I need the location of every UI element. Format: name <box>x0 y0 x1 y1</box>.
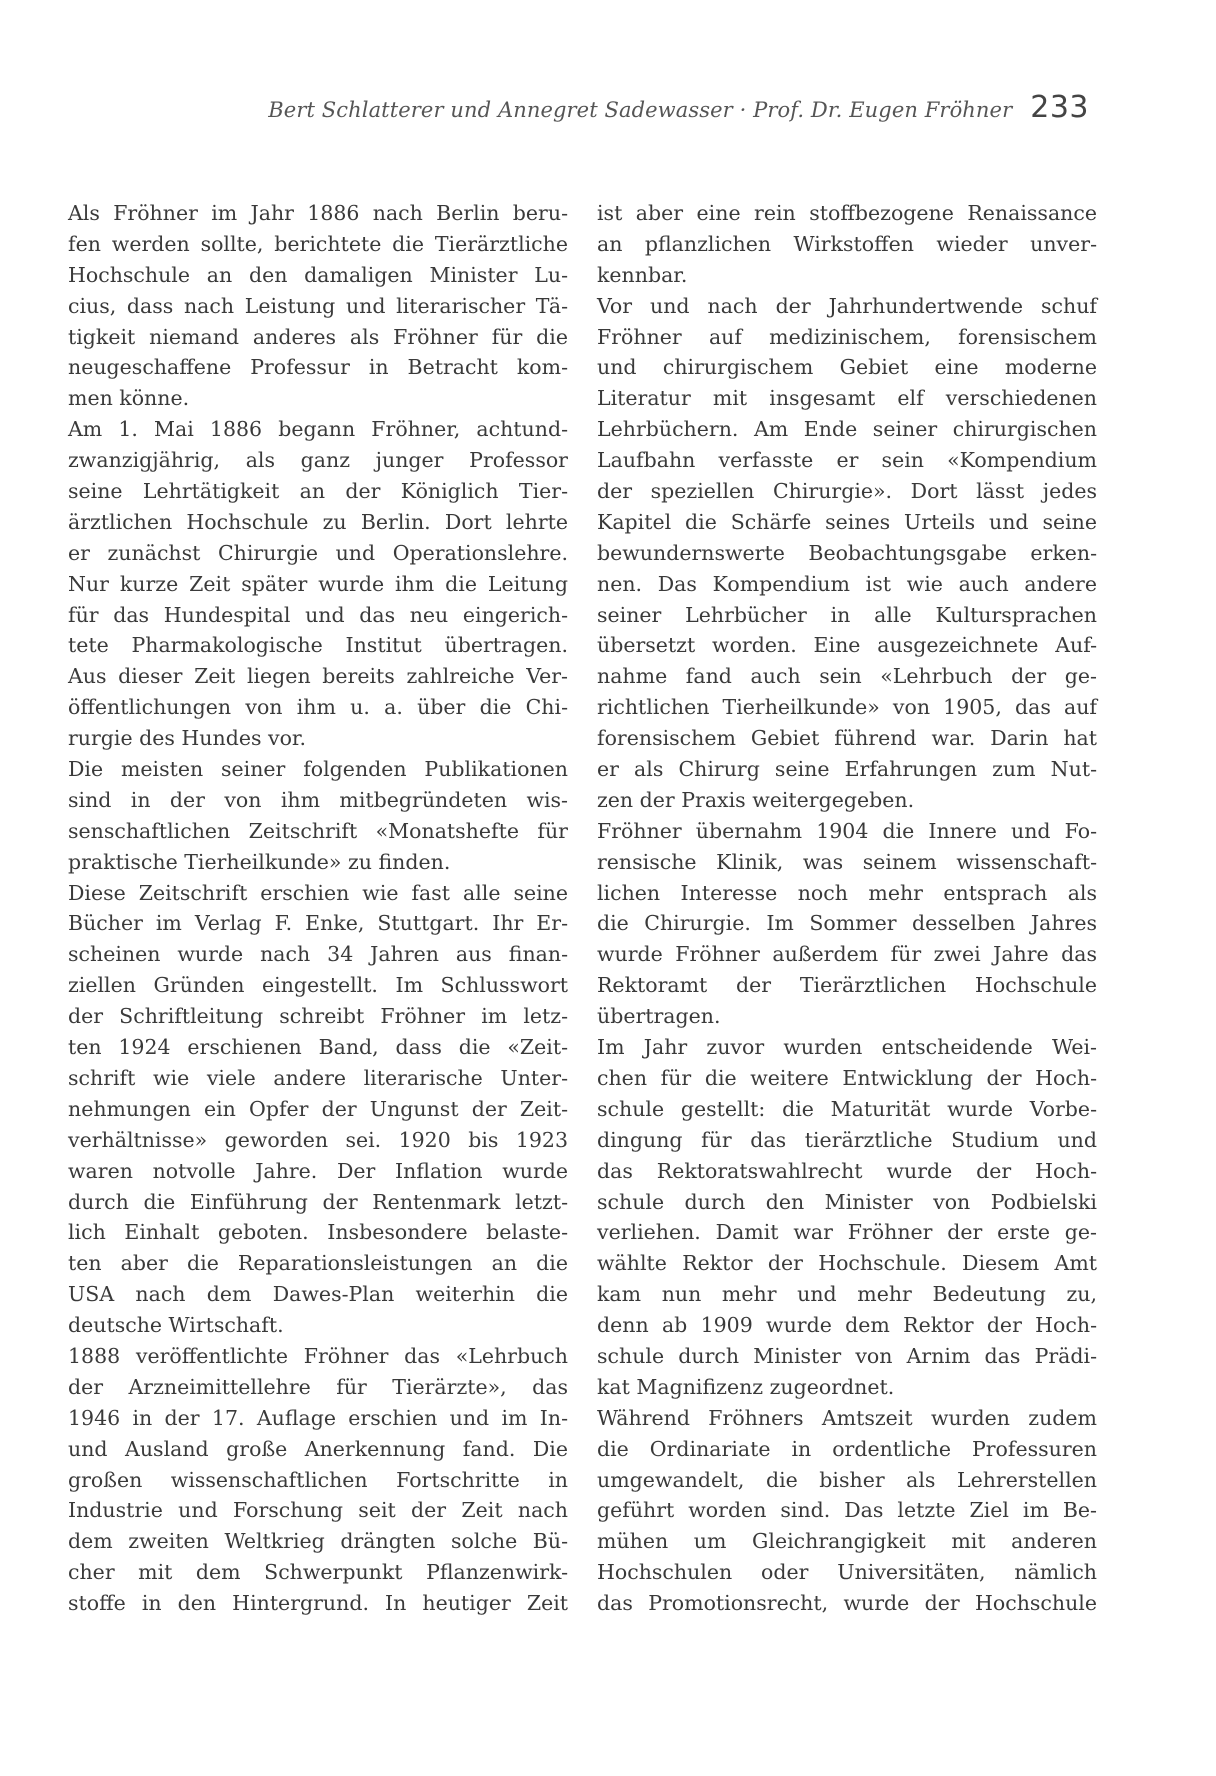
text-line: das Rektoratswahlrecht wurde der Hoch- <box>597 1158 1097 1183</box>
text-line: fen werden sollte, berichtete die Tierärztliche <box>68 231 568 256</box>
text-line: Während Fröhners Amtszeit wurden zudem <box>597 1405 1097 1430</box>
text-line: Am 1. Mai 1886 begann Fröhner, achtund- <box>68 417 568 442</box>
text-line: Aus dieser Zeit liegen bereits zahlreiche Ver- <box>68 664 568 689</box>
text-line: tete Pharmakologische Institut übertragen. <box>68 633 568 658</box>
text-line: ten aber die Reparationsleistungen an die <box>68 1251 568 1276</box>
text-line: wählte Rektor der Hochschule. Diesem Amt <box>597 1251 1097 1276</box>
page-header <box>268 90 1089 125</box>
text-line: an pflanzlichen Wirkstoffen wieder unver- <box>597 231 1097 256</box>
text-line: Hochschule an den damaligen Minister Lu- <box>68 262 568 287</box>
text-line: großen wissenschaftlichen Fortschritte in <box>68 1467 568 1492</box>
text-line: cher mit dem Schwerpunkt Pflanzenwirk- <box>68 1560 568 1585</box>
text-line: tigkeit niemand anderes als Fröhner für die <box>68 324 568 349</box>
text-line: öffentlichungen von ihm u. a. über die Chi- <box>68 695 568 720</box>
left-text-column <box>68 198 568 1619</box>
text-line: mühen um Gleichrangigkeit mit anderen <box>597 1529 1097 1554</box>
text-line: Kapitel die Schärfe seines Urteils und seine <box>597 509 1097 534</box>
text-line: Nur kurze Zeit später wurde ihm die Leitung <box>68 571 568 596</box>
text-line: deutsche Wirtschaft. <box>68 1313 284 1338</box>
text-line: verliehen. Damit war Fröhner der erste ge- <box>597 1220 1097 1245</box>
text-line: Fröhner übernahm 1904 die Innere und Fo- <box>597 818 1097 843</box>
text-line: USA nach dem Dawes-Plan weiterhin die <box>68 1282 568 1307</box>
text-line: Rektoramt der Tierärztlichen Hochschule <box>597 973 1097 998</box>
text-line: Laufbahn verfasste er sein «Kompendium <box>597 448 1097 473</box>
text-line: das Promotionsrecht, wurde der Hochschule <box>597 1591 1097 1616</box>
text-line: Hochschulen oder Universitäten, nämlich <box>597 1560 1097 1585</box>
text-line: Die meisten seiner folgenden Publikationen <box>68 757 568 782</box>
text-line: kat Magnifizenz zugeordnet. <box>597 1374 895 1399</box>
text-line: dem zweiten Weltkrieg drängten solche Bü- <box>68 1529 568 1554</box>
text-line: 1946 in der 17. Auflage erschien und im In- <box>68 1405 568 1430</box>
text-line: men könne. <box>68 386 190 411</box>
text-line: rurgie des Hundes vor. <box>68 726 306 751</box>
text-line: ärztlichen Hochschule zu Berlin. Dort lehrte <box>68 509 568 534</box>
text-line: der Arzneimittellehre für Tierärzte», das <box>68 1374 568 1399</box>
text-line: seine Lehrtätigkeit an der Königlich Tier- <box>68 479 568 504</box>
text-line: schule durch Minister von Arnim das Prädi- <box>597 1343 1097 1368</box>
text-line: und Ausland große Anerkennung fand. Die <box>68 1436 568 1461</box>
text-line: Bücher im Verlag F. Enke, Stuttgart. Ihr Er- <box>68 911 568 936</box>
text-line: der Schriftleitung schreibt Fröhner im letz- <box>68 1004 568 1029</box>
text-line: waren notvolle Jahre. Der Inflation wurde <box>68 1158 568 1183</box>
text-line: übertragen. <box>597 1004 721 1029</box>
text-line: übersetzt worden. Eine ausgezeichnete Auf- <box>597 633 1097 658</box>
text-line: für das Hundespital und das neu eingerich- <box>68 602 568 627</box>
text-line: durch die Einführung der Rentenmark letzt- <box>68 1189 568 1214</box>
text-line: dingung für das tierärztliche Studium und <box>597 1127 1097 1152</box>
text-line: 1888 veröffentlichte Fröhner das «Lehrbuch <box>68 1343 568 1368</box>
text-line: lich Einhalt geboten. Insbesondere belaste- <box>68 1220 568 1245</box>
text-line: sind in der von ihm mitbegründeten wis- <box>68 787 568 812</box>
text-line: zwanzigjährig, als ganz junger Professor <box>68 448 568 473</box>
text-line: rensische Klinik, was seinem wissenschaft- <box>597 849 1097 874</box>
text-line: Im Jahr zuvor wurden entscheidende Wei- <box>597 1035 1097 1060</box>
text-line: er als Chirurg seine Erfahrungen zum Nut- <box>597 757 1097 782</box>
text-line: schule gestellt: die Maturität wurde Vorbe- <box>597 1096 1097 1121</box>
page-number: 233 <box>1030 90 1089 125</box>
text-line: die Chirurgie. Im Sommer desselben Jahres <box>597 911 1097 936</box>
text-line: praktische Tierheilkunde» zu finden. <box>68 849 451 874</box>
text-line: Lehrbüchern. Am Ende seiner chirurgischen <box>597 417 1097 442</box>
text-line: ten 1924 erschienen Band, dass die «Zeit- <box>68 1035 568 1060</box>
text-line: verhältnisse» geworden sei. 1920 bis 1923 <box>68 1127 568 1152</box>
text-line: der speziellen Chirurgie». Dort lässt jedes <box>597 479 1097 504</box>
text-line: neugeschaffene Professur in Betracht kom- <box>68 355 568 380</box>
text-line: ist aber eine rein stoffbezogene Renaissance <box>597 201 1097 225</box>
text-line: forensischem Gebiet führend war. Darin hat <box>597 726 1097 751</box>
text-line: richtlichen Tierheilkunde» von 1905, das auf <box>597 695 1097 720</box>
text-line: denn ab 1909 wurde dem Rektor der Hoch- <box>597 1313 1097 1338</box>
text-line: umgewandelt, die bisher als Lehrerstellen <box>597 1467 1097 1492</box>
text-line: stoffe in den Hintergrund. In heutiger Zeit <box>68 1591 568 1616</box>
text-line: Als Fröhner im Jahr 1886 nach Berlin beru- <box>68 201 568 225</box>
text-line: bewundernswerte Beobachtungsgabe erken- <box>597 540 1097 565</box>
text-line: geführt worden sind. Das letzte Ziel im Be- <box>597 1498 1097 1523</box>
text-line: Literatur mit insgesamt elf verschiedenen <box>597 386 1097 411</box>
text-line: nahme fand auch sein «Lehrbuch der ge- <box>597 664 1097 689</box>
text-line: wurde Fröhner außerdem für zwei Jahre das <box>597 942 1097 967</box>
text-line: chen für die weitere Entwicklung der Hoch- <box>597 1065 1097 1090</box>
text-line: ziellen Gründen eingestellt. Im Schlusswort <box>68 973 568 998</box>
text-line: die Ordinariate in ordentliche Professuren <box>597 1436 1097 1461</box>
text-line: Industrie und Forschung seit der Zeit nach <box>68 1498 568 1523</box>
text-line: Diese Zeitschrift erschien wie fast alle seine <box>68 880 568 905</box>
text-line: zen der Praxis weitergegeben. <box>597 787 915 812</box>
text-line: er zunächst Chirurgie und Operationslehre. <box>68 540 568 565</box>
text-line: lichen Interesse noch mehr entsprach als <box>597 880 1097 905</box>
text-line: schule durch den Minister von Podbielski <box>597 1189 1097 1214</box>
text-line: cius, dass nach Leistung und literarischer Tä- <box>68 293 568 318</box>
text-line: senschaftlichen Zeitschrift «Monatshefte für <box>68 818 568 843</box>
text-line: Vor und nach der Jahrhundertwende schuf <box>597 293 1097 318</box>
right-text-column <box>597 198 1097 1619</box>
text-line: und chirurgischem Gebiet eine moderne <box>597 355 1097 380</box>
text-line: schrift wie viele andere literarische Unter- <box>68 1065 568 1090</box>
text-line: nen. Das Kompendium ist wie auch andere <box>597 571 1097 596</box>
text-line: seiner Lehrbücher in alle Kultursprachen <box>597 602 1097 627</box>
text-line: kennbar. <box>597 262 688 287</box>
text-line: scheinen wurde nach 34 Jahren aus finan- <box>68 942 568 967</box>
text-line: nehmungen ein Opfer der Ungunst der Zeit- <box>68 1096 568 1121</box>
text-line: kam nun mehr und mehr Bedeutung zu, <box>597 1282 1097 1307</box>
running-head: Bert Schlatterer und Annegret Sadewasser · Prof. Dr. Eugen Fröhner <box>268 98 1013 122</box>
text-line: Fröhner auf medizinischem, forensischem <box>597 324 1097 349</box>
